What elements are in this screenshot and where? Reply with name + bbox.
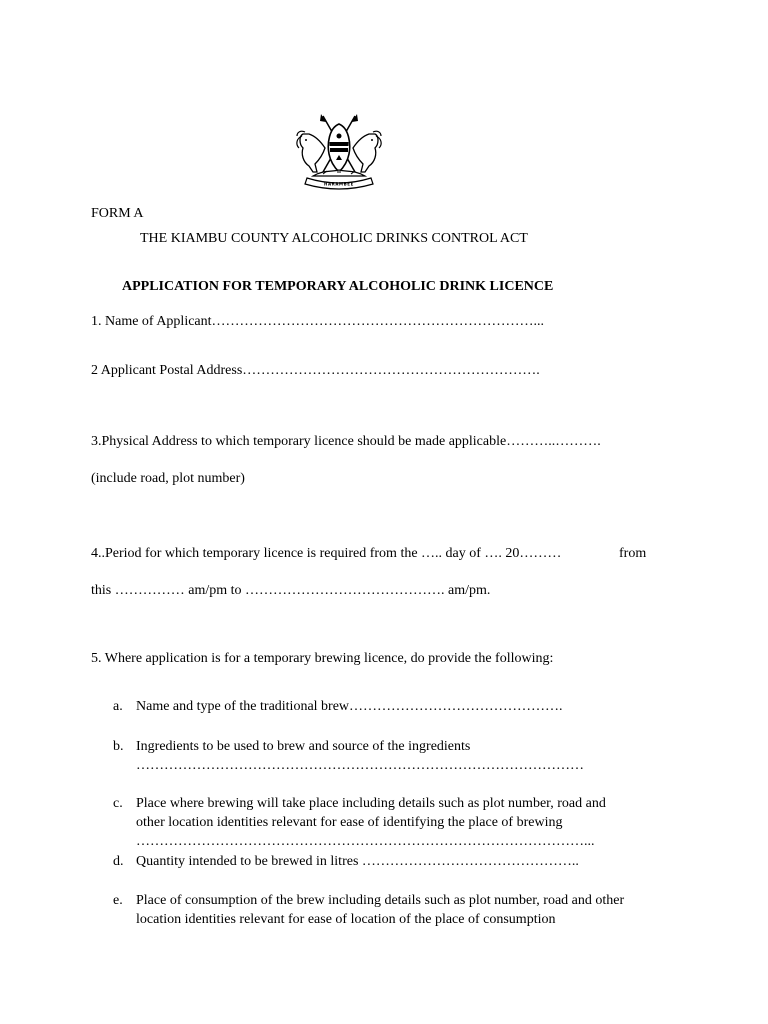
postal-address-field: 2 Applicant Postal Address………………………………………………………. [91, 363, 540, 378]
list-item-line: Place of consumption of the brew including details such as plot number, road and other [136, 893, 625, 908]
brewing-intro: 5. Where application is for a temporary brewing licence, do provide the following: [91, 651, 554, 666]
coat-of-arms-emblem [293, 114, 385, 190]
period-line-2: this …………… am/pm to ……………………………………. am/pm. [91, 583, 491, 598]
list-item-line: location identities relevant for ease of location of the place of consumption [136, 912, 556, 927]
list-item-letter: b. [113, 739, 124, 754]
list-item-line: Place where brewing will take place including details such as plot number, road and [136, 796, 606, 811]
list-item-letter: a. [113, 699, 123, 714]
physical-address-field: 3.Physical Address to which temporary licence should be made applicable………..………. [91, 434, 601, 449]
list-item-line: other location identities relevant for ease of identifying the place of brewing [136, 815, 563, 830]
name-of-applicant-field: 1. Name of Applicant……………………………………………………………... [91, 314, 545, 329]
application-title: APPLICATION FOR TEMPORARY ALCOHOLIC DRINK LICENCE [122, 279, 554, 294]
list-item-line: …………………………………………………………………………………… [136, 758, 584, 773]
form-label: FORM A [91, 206, 144, 221]
physical-address-note: (include road, plot number) [91, 471, 245, 486]
svg-text:HARAMBEE: HARAMBEE [324, 181, 354, 187]
list-item-line: Name and type of the traditional brew………………………………………. [136, 699, 563, 714]
period-line-1: 4..Period for which temporary licence is required from the ….. day of …. 20……… [91, 546, 562, 561]
act-title: THE KIAMBU COUNTY ALCOHOLIC DRINKS CONTROL ACT [140, 231, 528, 246]
list-item-line: ……………………………………………………………………………………... [136, 834, 595, 849]
list-item-line: Quantity intended to be brewed in litres ……………………………………….. [136, 854, 579, 869]
list-item-letter: e. [113, 893, 123, 908]
list-item-letter: c. [113, 796, 123, 811]
list-item-line: Ingredients to be used to brew and source of the ingredients [136, 739, 471, 754]
list-item-letter: d. [113, 854, 124, 869]
period-line-1-end: from [619, 546, 647, 561]
